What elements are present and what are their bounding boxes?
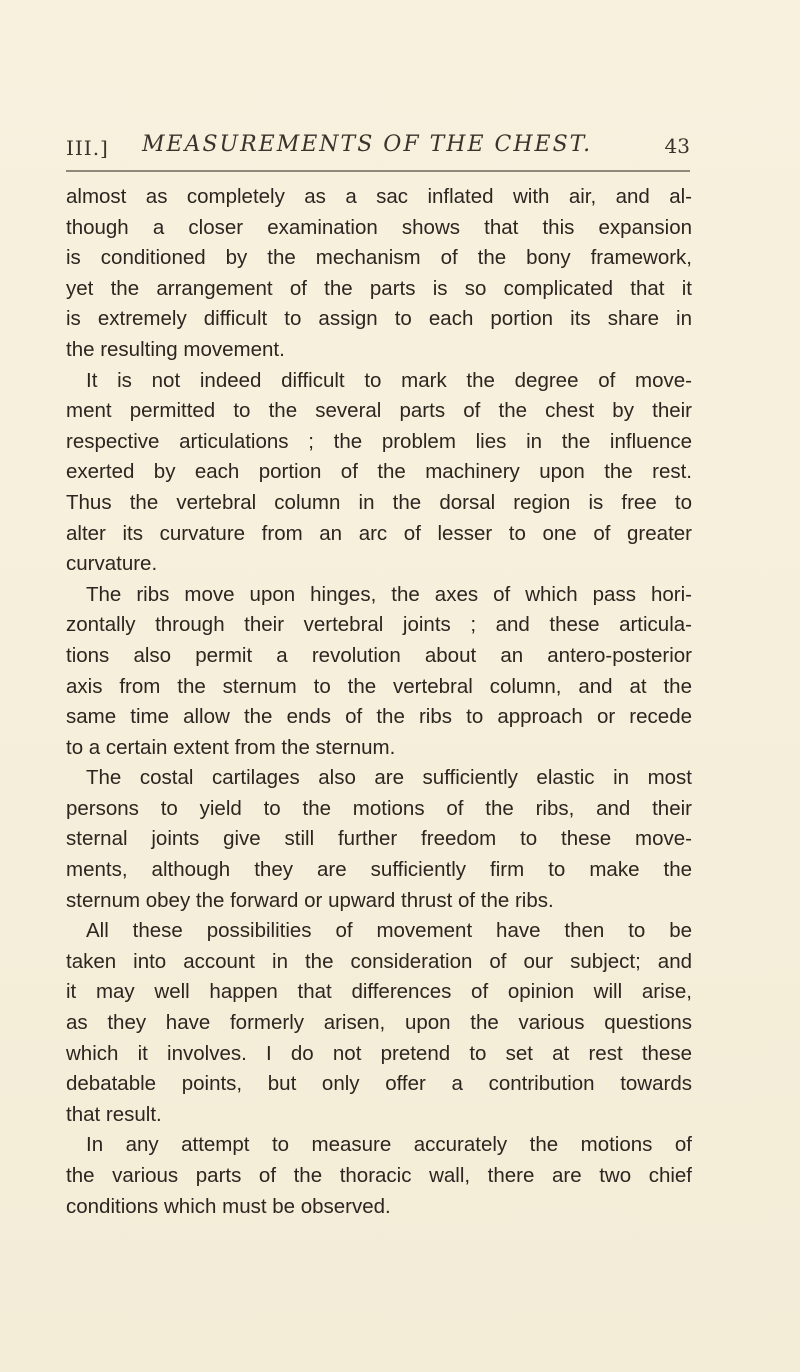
header-rule: [66, 170, 690, 172]
text-line: The ribs move upon hinges, the axes of which pass hori-: [86, 582, 692, 606]
text-line: almost as completely as a sac inflated with air, and al-: [66, 185, 692, 208]
text-line: persons to yield to the motions of the ribs, and their: [66, 796, 692, 820]
text-line: that result.: [66, 1102, 162, 1126]
text-line: exerted by each portion of the machinery upon the rest.: [66, 460, 692, 484]
text-line: All these possibilities of movement have then to be: [86, 919, 692, 943]
text-line: sternum obey the forward or upward thrust of the ribs.: [66, 888, 554, 912]
text-line: though a closer examination shows that this expansion: [66, 215, 692, 239]
text-line: conditions which must be observed.: [66, 1194, 391, 1218]
body-text: [66, 182, 692, 1222]
text-line: to a certain extent from the sternum.: [66, 735, 396, 759]
text-line: is conditioned by the mechanism of the bony framework,: [66, 246, 692, 270]
text-line: ments, although they are sufficiently firm to make the: [66, 858, 692, 882]
chapter-number: III.]: [66, 136, 109, 160]
running-header: [66, 132, 712, 168]
text-line: In any attempt to measure accurately the motions of: [86, 1133, 692, 1157]
text-line: it may well happen that differences of opinion will arise,: [66, 980, 692, 1004]
text-line: ment permitted to the several parts of the chest by their: [66, 399, 692, 423]
text-line: debatable points, but only offer a contribution towards: [66, 1072, 692, 1096]
text-line: same time allow the ends of the ribs to approach or recede: [66, 705, 692, 729]
text-line: sternal joints give still further freedom to these move-: [66, 827, 692, 851]
text-line: the resulting movement.: [66, 337, 285, 361]
text-line: It is not indeed difficult to mark the degree of move-: [86, 368, 692, 392]
text-line: is extremely difficult to assign to each portion its share in: [66, 307, 692, 331]
page-number: 43: [664, 134, 690, 158]
text-line: Thus the vertebral column in the dorsal region is free to: [66, 490, 692, 514]
text-line: The costal cartilages also are sufficiently elastic in most: [86, 766, 692, 790]
text-line: tions also permit a revolution about an antero-posterior: [66, 643, 692, 667]
text-line: the various parts of the thoracic wall, there are two chief: [66, 1164, 692, 1187]
text-line: respective articulations ; the problem lies in the influence: [66, 429, 692, 453]
running-title: MEASUREMENTS OF THE CHEST.: [142, 132, 593, 157]
text-line: curvature.: [66, 552, 158, 576]
text-line: taken into account in the consideration of our subject; and: [66, 949, 692, 973]
text-line: axis from the sternum to the vertebral column, and at the: [66, 674, 692, 698]
text-line: as they have formerly arisen, upon the various questions: [66, 1011, 692, 1035]
text-line: yet the arrangement of the parts is so complicated that it: [66, 276, 692, 300]
text-line: zontally through their vertebral joints ; and these articula-: [66, 613, 692, 637]
text-line: alter its curvature from an arc of lesser to one of greater: [66, 521, 692, 545]
text-line: which it involves. I do not pretend to set at rest these: [66, 1041, 692, 1065]
